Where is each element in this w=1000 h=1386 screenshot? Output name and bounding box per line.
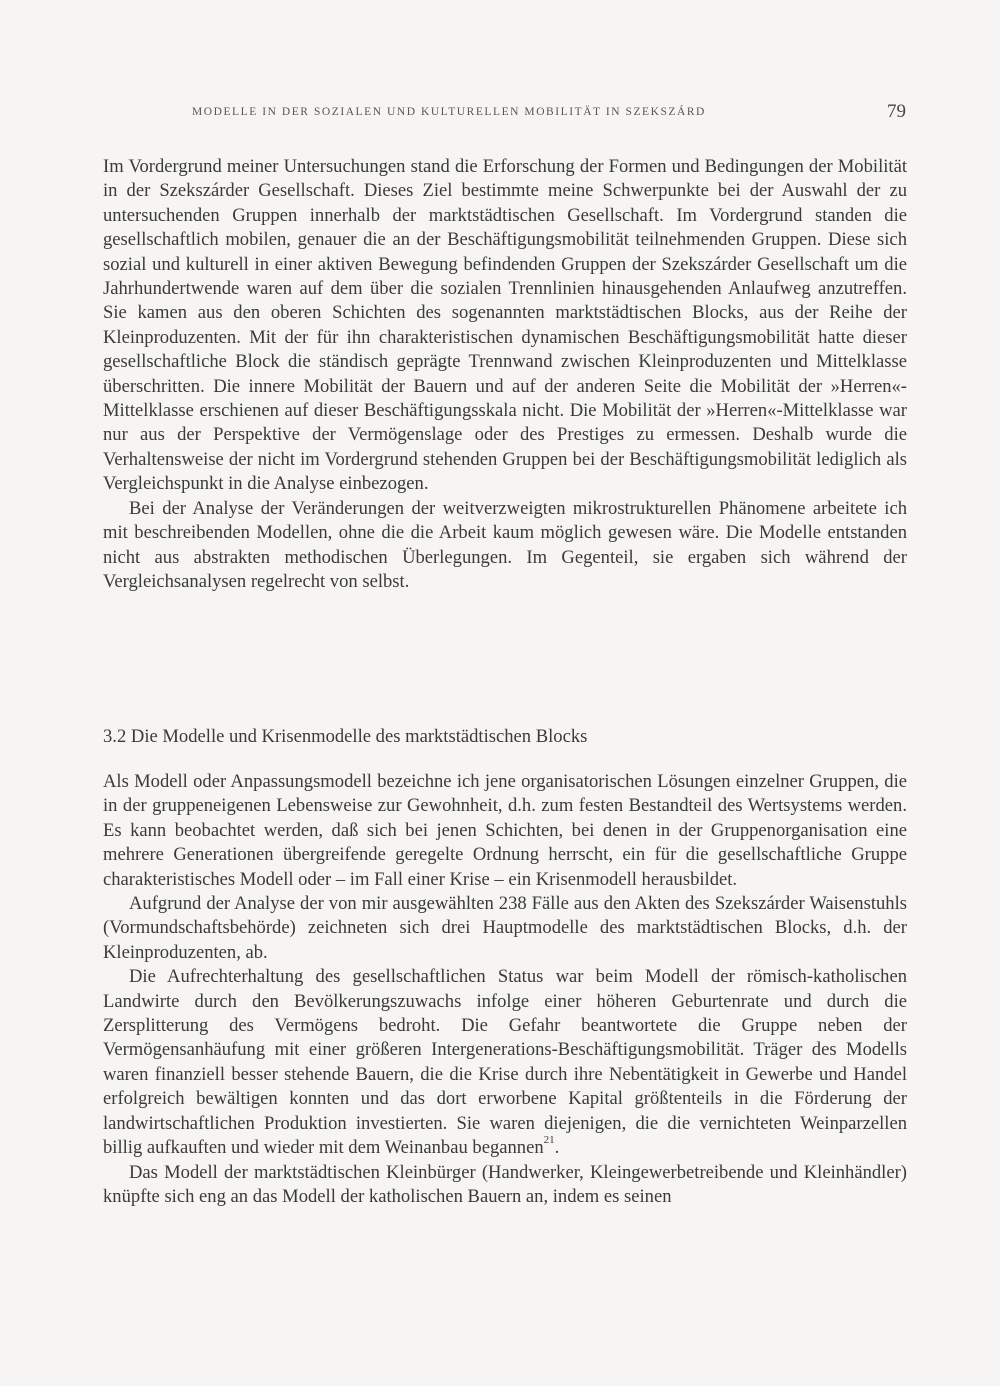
section-title: Die Modelle und Krisenmodelle des marktstädtischen Blocks [130,726,588,747]
intro-text [103,155,907,594]
section-number: 3.2 [103,726,127,747]
page-number: 79 [887,101,906,122]
section-heading [103,725,587,749]
body-paragraph: Bei der Analyse der Veränderungen der weitverzweigten mikrostrukturellen Phänomene arbeitete ich mit beschreibenden Modellen, ohne die die Arbeit kaum möglich gewesen wäre. Die Modelle entstanden nicht aus abstrakten methodischen Überlegungen. Im Gegenteil, sie ergaben sich während der Vergleichsanalysen regelrecht von selbst. [103,497,907,592]
body-paragraph: Im Vordergrund meiner Untersuchungen stand die Erforschung der Formen und Bedingungen der Mobilität in der Szekszárder Gesellschaft. Dieses Ziel bestimmte meine Schwerpunkte bei der Auswahl der zu untersuchenden Gruppen innerhalb der marktstädtischen Gesellschaft. Im Vordergrund standen die gesellschaftlich mobilen, genauer die an der Beschäftigungsmobilität teilnehmenden Gruppen. Diese sich sozial und kulturell in einer aktiven Bewegung befindenden Gruppen der Szekszárder Gesellschaft um die Jahrhundertwende waren auf dem über die sozialen Trennlinien hinausgehenden Anlaufweg anzutreffen. Sie kamen aus den oberen Schichten des sogenannten marktstädtischen Blocks, aus der Reihe der Kleinproduzenten. Mit der für ihn charakteristischen dynamischen Beschäftigungsmobilität hatte dieser gesellschaftliche Block die ständisch geprägte Trennwand zwischen Kleinproduzenten und Mittelklasse überschritten. Die innere Mobilität der Bauern und auf der anderen Seite die Mobilität der »Herren«-Mittelklasse erschienen auf dieser Beschäftigungsskala nicht. Die Mobilität der »Herren«-Mittelklasse war nur aus der Perspektive der Vermögenslage oder des Prestiges zu ermessen. Deshalb wurde die Verhaltensweise der nicht im Vordergrund stehenden Gruppen bei der Beschäftigungsmobilität lediglich als Vergleichspunkt in die Analyse einbezogen. [103,156,907,495]
paragraph-text: Die Aufrechterhaltung des gesellschaftlichen Status war beim Modell der römisch-katholischen Landwirte durch den Bevölkerungszuwachs infolge einer höheren Geburtenrate und durch die Zersplitterung des Vermögens bedroht. Die Gefahr beantwortete die Gruppe neben der Vermögensanhäufung mit einer größeren Intergenerations-Beschäftigungsmobilität. Träger des Modells waren finanziell besser stehende Bauern, die die Krise durch ihre Nebentätigkeit in Gewerbe und Handel erfolgreich bewältigen konnten und das dort erworbene Kapital größtenteils in die Förderung der landwirtschaftlichen Produktion investierten. Sie waren diejenigen, die die vernichteten Weinparzellen billig aufkauften und wieder mit dem Weinanbau begannen [103,966,907,1159]
running-head-title: MODELLE IN DER SOZIALEN UND KULTURELLEN MOBILITÄT IN SZEKSZÁRD [192,106,706,118]
body-paragraph: Als Modell oder Anpassungsmodell bezeichne ich jene organisatorischen Lösungen einzelner Gruppen, die in der gruppeneigenen Lebensweise zur Gewohnheit, d.h. zum festen Bestandteil des Wertsystems werden. Es kann beobachtet werden, daß sich bei jenen Schichten, bei denen in der Gruppenorganisation eine mehrere Generationen übergreifende geregelte Ordnung herrscht, ein für die gesellschaftliche Gruppe charakteristisches Modell oder – im Fall einer Krise – ein Krisenmodell herausbildet. [103,771,907,890]
section-text [103,770,907,1209]
paragraph-end: . [554,1137,560,1159]
footnote-marker[interactable]: 21 [543,1134,555,1147]
body-paragraph: Das Modell der marktstädtischen Kleinbürger (Handwerker, Kleingewerbetreibende und Kleinhändler) knüpfte sich eng an das Modell der katholischen Bauern an, indem es seinen [103,1161,907,1207]
body-paragraph: Aufgrund der Analyse der von mir ausgewählten 238 Fälle aus den Akten des Szekszárder Waisenstuhls (Vormundschaftsbehörde) zeichneten sich drei Hauptmodelle des marktstädtischen Blocks, d.h. der Kleinproduzenten, ab. [103,893,907,963]
running-header [192,101,906,129]
body-paragraph [103,965,907,1160]
